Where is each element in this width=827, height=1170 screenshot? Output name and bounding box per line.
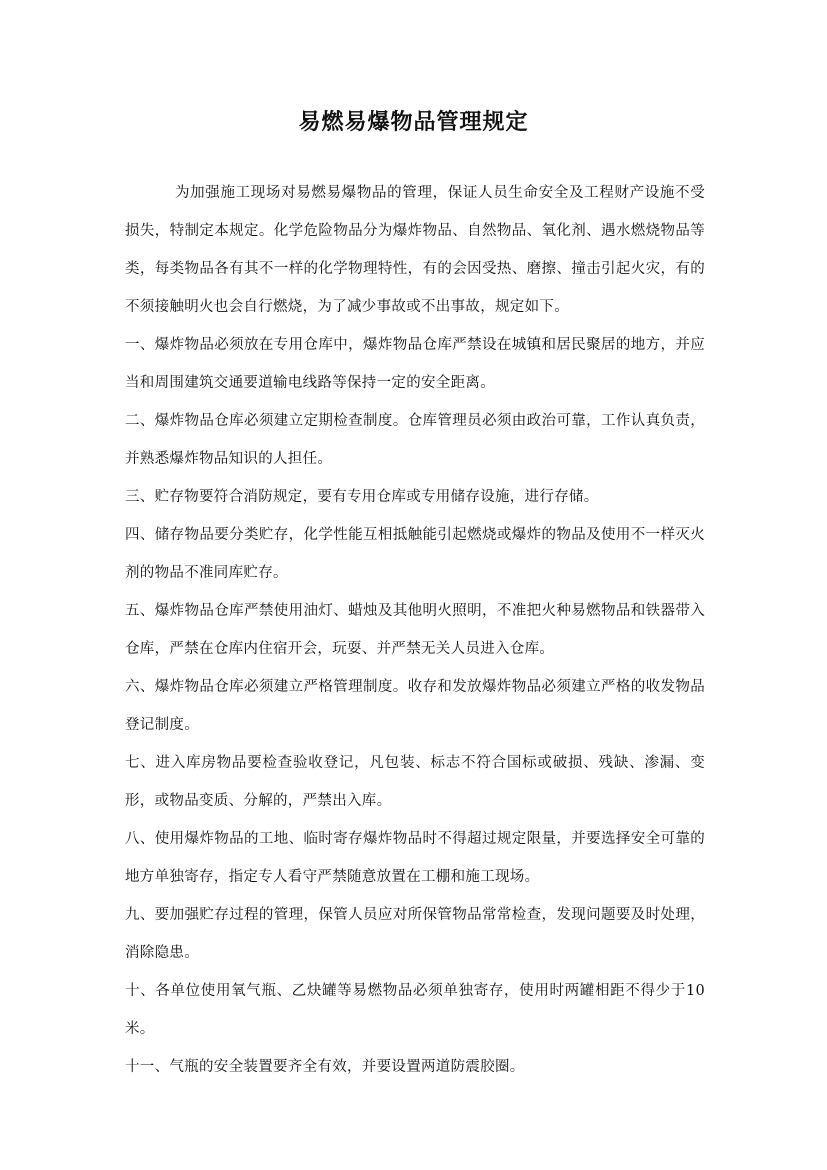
rule-paragraph-8: 八、使用爆炸物品的工地、临时寄存爆炸物品时不得超过规定限量，并要选择安全可靠的地方单独寄存，指定专人看守严禁随意放置在工棚和施工现场。 [125,831,705,885]
rule-paragraph-10: 十、各单位使用氧气瓶、乙炔罐等易燃物品必须单独寄存，使用时两罐相距不得少于10米。 [125,983,705,1037]
document-body [125,174,705,1086]
intro-paragraph: 为加强施工现场对易燃易爆物品的管理，保证人员生命安全及工程财产设施不受损失，特制定本规定。化学危险物品分为爆炸物品、自然物品、氧化剂、遇水燃烧物品等类，每类物品各有其不一样的化学物理特性，有的会因受热、磨擦、撞击引起火灾，有的不须接触明火也会自行燃烧，为了减少事故或不出事故，规定如下。 [125,185,705,315]
rule-paragraph-7: 七、进入库房物品要检查验收登记，凡包装、标志不符合国标或破损、残缺、渗漏、变形，或物品变质、分解的，严禁出入库。 [125,755,705,809]
rule-paragraph-1: 一、爆炸物品必须放在专用仓库中，爆炸物品仓库严禁设在城镇和居民聚居的地方，并应当和周围建筑交通要道输电线路等保持一定的安全距离。 [125,337,705,391]
rule-paragraph-6: 六、爆炸物品仓库必须建立严格管理制度。收存和发放爆炸物品必须建立严格的收发物品登记制度。 [125,679,705,733]
rule-paragraph-9: 九、要加强贮存过程的管理，保管人员应对所保管物品常常检查，发现问题要及时处理，消除隐患。 [125,907,705,961]
rule-paragraph-2: 二、爆炸物品仓库必须建立定期检查制度。仓库管理员必须由政治可靠，工作认真负责，并熟悉爆炸物品知识的人担任。 [125,413,705,467]
rule-paragraph-11: 十一、气瓶的安全装置要齐全有效，并要设置两道防震胶圈。 [125,1059,525,1075]
rule-paragraph-3: 三、贮存物要符合消防规定，要有专用仓库或专用储存设施，进行存储。 [125,489,599,505]
document-title: 易燃易爆物品管理规定 [298,109,529,135]
rule-paragraph-5: 五、爆炸物品仓库严禁使用油灯、蜡烛及其他明火照明，不准把火种易燃物品和铁器带入仓库，严禁在仓库内住宿开会，玩耍、并严禁无关人员进入仓库。 [125,603,705,657]
rule-paragraph-4: 四、储存物品要分类贮存，化学性能互相抵触能引起燃烧或爆炸的物品及使用不一样灭火剂的物品不准同库贮存。 [125,527,705,581]
